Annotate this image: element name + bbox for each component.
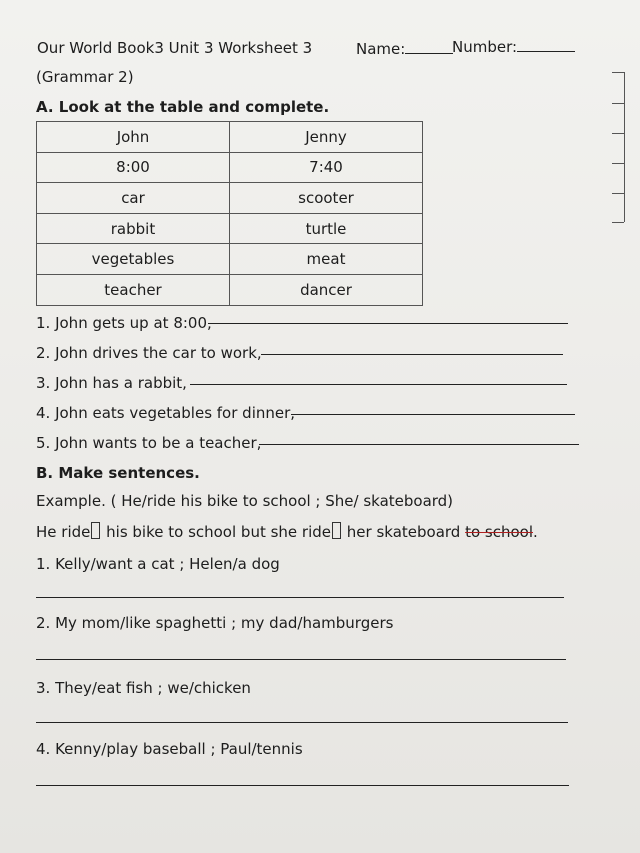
name-label: Name: xyxy=(356,39,453,58)
number-label: Number: xyxy=(452,37,575,56)
item-1: 1. Kelly/want a cat ; Helen/a dog xyxy=(36,555,280,573)
section-b-heading: B. Make sentences. xyxy=(36,464,200,482)
edge-bracket xyxy=(618,72,625,222)
question-2: 2. John drives the car to work, xyxy=(36,344,262,362)
subtitle: (Grammar 2) xyxy=(36,68,134,86)
edge-tick xyxy=(612,163,624,164)
comparison-table xyxy=(36,121,423,306)
edge-tick xyxy=(612,133,624,134)
example-text: his bike to school but she ride xyxy=(101,523,332,541)
blank-box xyxy=(91,522,100,539)
question-4: 4. John eats vegetables for dinner, xyxy=(36,404,296,422)
answer-line-2[interactable] xyxy=(261,354,563,355)
table-header-jenny: Jenny xyxy=(230,122,423,153)
question-1: 1. John gets up at 8:00, xyxy=(36,314,212,332)
table-cell: 7:40 xyxy=(230,152,423,183)
table-row xyxy=(37,274,423,305)
table-cell: car xyxy=(37,183,230,214)
example-prompt: Example. ( He/ride his bike to school ; She/ skateboard) xyxy=(36,492,454,510)
blank-box xyxy=(332,522,341,539)
item-4: 4. Kenny/play baseball ; Paul/tennis xyxy=(36,740,303,758)
table-row xyxy=(37,244,423,275)
answer-line-4[interactable] xyxy=(291,414,575,415)
table-cell: vegetables xyxy=(37,244,230,275)
edge-tick xyxy=(612,103,624,104)
table-cell: 8:00 xyxy=(37,152,230,183)
table-cell: meat xyxy=(230,244,423,275)
edge-tick xyxy=(612,72,624,73)
example-text: He ride xyxy=(36,523,91,541)
answer-line-b4[interactable] xyxy=(36,785,569,786)
edge-tick xyxy=(612,222,624,223)
table-cell: rabbit xyxy=(37,213,230,244)
item-3: 3. They/eat fish ; we/chicken xyxy=(36,679,251,697)
section-a-heading: A. Look at the table and complete. xyxy=(36,98,330,116)
number-blank[interactable] xyxy=(517,37,575,52)
answer-line-3[interactable] xyxy=(190,384,567,385)
item-2: 2. My mom/like spaghetti ; my dad/hamburgers xyxy=(36,614,394,632)
answer-line-b1[interactable] xyxy=(36,597,564,598)
example-text: her skateboard xyxy=(342,523,466,541)
struck-text: to school xyxy=(465,523,533,541)
question-5: 5. John wants to be a teacher, xyxy=(36,434,262,452)
table-cell: teacher xyxy=(37,274,230,305)
question-3: 3. John has a rabbit, xyxy=(36,374,187,392)
example-answer: He ride his bike to school but she ride her skateboard to school. xyxy=(36,523,538,541)
edge-tick xyxy=(612,193,624,194)
table-cell: turtle xyxy=(230,213,423,244)
name-blank[interactable] xyxy=(405,39,453,54)
table-header-row xyxy=(37,122,423,153)
table-header-john: John xyxy=(37,122,230,153)
table-cell: dancer xyxy=(230,274,423,305)
answer-line-1[interactable] xyxy=(208,323,568,324)
table-row xyxy=(37,213,423,244)
table-row xyxy=(37,152,423,183)
table-cell: scooter xyxy=(230,183,423,214)
answer-line-b3[interactable] xyxy=(36,722,568,723)
answer-line-b2[interactable] xyxy=(36,659,566,660)
answer-line-5[interactable] xyxy=(259,444,579,445)
table-row xyxy=(37,183,423,214)
worksheet-title: Our World Book3 Unit 3 Worksheet 3 xyxy=(37,39,313,57)
